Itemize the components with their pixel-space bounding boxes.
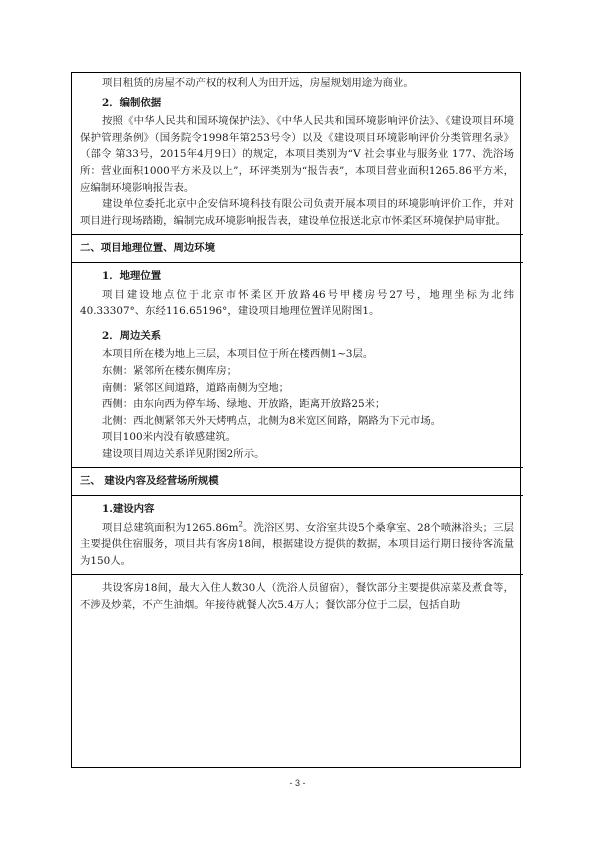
heading-construction: 1.建设内容: [102, 503, 155, 516]
paragraph-ownership: 项目租赁的房屋不动产权的权利人为田开远，房屋规划用途为商业。: [102, 77, 414, 89]
paragraph-figure-2: 建设项目周边关系详见附图2所示。: [102, 447, 265, 460]
section-divider: [71, 262, 523, 263]
paragraph-basis-1: 按照《中华人民共和国环境保护法》、《中华人民共和国环境影响评价法》、《建设项目环境保护管理条例》（国务院令1998年第253号令）以及《建设项目环境影响评价分类管理名录》（部令 第33号，2015年4月9日）的规定，本项目类别为“Ⅴ 社会事业与服务业 177、洗浴场所：营业面积1000平方米及以上”，环评类别为“报告表”，本项目营业面积1265.86平方米，应编制环境影响报告表。: [80, 115, 514, 194]
paragraph-west: 西侧：由东向西为停车场、绿地、开放路，距离开放路25米；: [102, 398, 386, 411]
page-number: - 3 -: [289, 778, 306, 788]
document-body: [80, 75, 514, 614]
paragraph-east: 东侧：紧邻所在楼东侧库房；: [102, 364, 238, 377]
paragraph-south: 南侧：紧邻区间道路，道路南侧为空地；: [102, 381, 290, 394]
heading-basis: 2．编制依据: [102, 96, 162, 109]
paragraph-divider: [71, 574, 523, 575]
heading-surroundings: 2．周边关系: [102, 329, 162, 342]
construction-detail-text: 。洗浴区男、女浴室共设5个桑拿室、28个喷淋浴头；三层主要提供住宿服务，项目共有客房18间，根据建设方提供的数据，本项目运行期日接待客流量为150人。: [80, 521, 514, 567]
section-2-title: 二、项目地理位置、周边环境: [80, 242, 216, 255]
superscript-2: 2: [238, 520, 243, 529]
paragraph-sensitive: 项目100米内没有敏感建筑。: [102, 431, 237, 444]
paragraph-location: 项目建设地点位于北京市怀柔区开放路46号甲楼房号27号，地理坐标为北纬40.33307°、东经116.65196°，建设项目地理位置详见附图1。: [80, 288, 514, 318]
paragraph-basis-2: 建设单位委托北京中企安信环境科技有限公司负责开展本项目的环境影响评价工作，并对项目进行现场踏勘，编制完成环境影响报告表，建设单位报送北京市怀柔区环境保护局审批。: [80, 198, 514, 227]
section-divider: [71, 495, 523, 496]
heading-location: 1．地理位置: [102, 269, 162, 282]
section-3-title: 三、 建设内容及经营场所规模: [80, 475, 219, 488]
paragraph-surroundings: 本项目所在楼为地上三层，本项目位于所在楼西侧1~3层。: [102, 348, 374, 361]
paragraph-north: 北侧：西北侧紧邻天外天烤鸭点，北侧为8米宽区间路，隔路为下元市场。: [102, 414, 442, 427]
construction-area-text: 项目总建筑面积为1265.86m: [102, 521, 239, 534]
section-divider: [71, 467, 523, 468]
paragraph-construction: [80, 520, 514, 570]
section-divider: [71, 234, 523, 235]
paragraph-rooms: 共设客房18间，最大入住人数30人（洗浴人员留宿），餐饮部分主要提供凉菜及煮食等，不涉及炒菜，不产生油烟。年接待就餐人次5.4万人；餐饮部分位于二层，包括自助: [80, 582, 514, 612]
